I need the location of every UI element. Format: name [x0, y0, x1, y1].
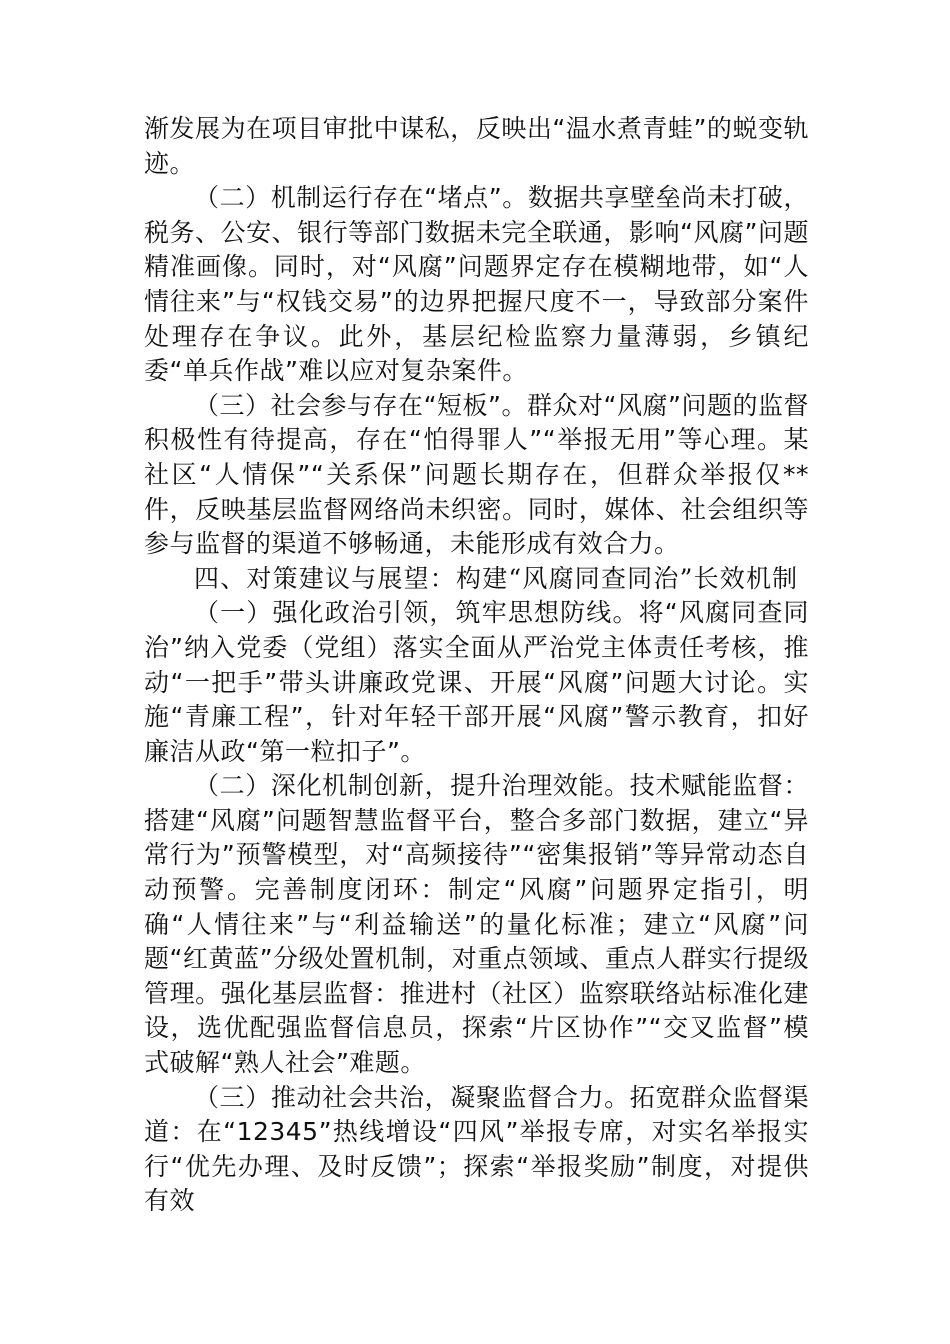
- paragraph-mechanism-blockage: （二）机制运行存在“堵点”。数据共享壁垒尚未打破，税务、公安、银行等部门数据未完全联通，影响“风腐”问题精准画像。同时，对“风腐”问题界定存在模糊地带，如“人情往来”与“权钱交易”的边界把握尺度不一，导致部分案件处理存在争议。此外，基层纪检监察力量薄弱，乡镇纪委“单兵作战”难以应对复杂案件。: [144, 183, 809, 386]
- paragraph-social-cogovernance: （三）推动社会共治，凝聚监督合力。拓宽群众监督渠道：在“12345”热线增设“四风”举报专席，对实名举报实行“优先办理、及时反馈”；探索“举报奖励”制度，对提供有效: [144, 1082, 809, 1216]
- document-body: [144, 112, 809, 1219]
- paragraph-mechanism-innovation: （二）深化机制创新，提升治理效能。技术赋能监督：搭建“风腐”问题智慧监督平台，整合多部门数据，建立“异常行为”预警模型，对“高频接待”“密集报销”等异常动态自动预警。完善制度闭环：制定“风腐”问题界定指引，明确“人情往来”与“利益输送”的量化标准；建立“风腐”问题“红黄蓝”分级处置机制，对重点领域、重点人群实行提级管理。强化基层监督：推进村（社区）监察联络站标准化建设，选优配强监督信息员，探索“片区协作”“交叉监督”模式破解“熟人社会”难题。: [144, 771, 809, 1078]
- paragraph-political-guidance: （一）强化政治引领，筑牢思想防线。将“风腐同查同治”纳入党委（党组）落实全面从严治党主体责任考核，推动“一把手”带头讲廉政党课、开展“风腐”问题大讨论。实施“青廉工程”，针对年轻干部开展“风腐”警示教育，扣好廉洁从政“第一粒扣子”。: [144, 598, 809, 766]
- section-heading-countermeasures: 四、对策建议与展望：构建“风腐同查同治”长效机制: [194, 563, 799, 593]
- paragraph-social-participation: （三）社会参与存在“短板”。群众对“风腐”问题的监督积极性有待提高，存在“怕得罪人”“举报无用”等心理。某社区“人情保”“关系保”问题长期存在，但群众举报仅**件，反映基层监督网络尚未织密。同时，媒体、社会组织等参与监督的渠道不够畅通，未能形成有效合力。: [144, 390, 809, 559]
- paragraph-continuation: 渐发展为在项目审批中谋私，反映出“温水煮青蛙”的蜕变轨迹。: [144, 114, 809, 178]
